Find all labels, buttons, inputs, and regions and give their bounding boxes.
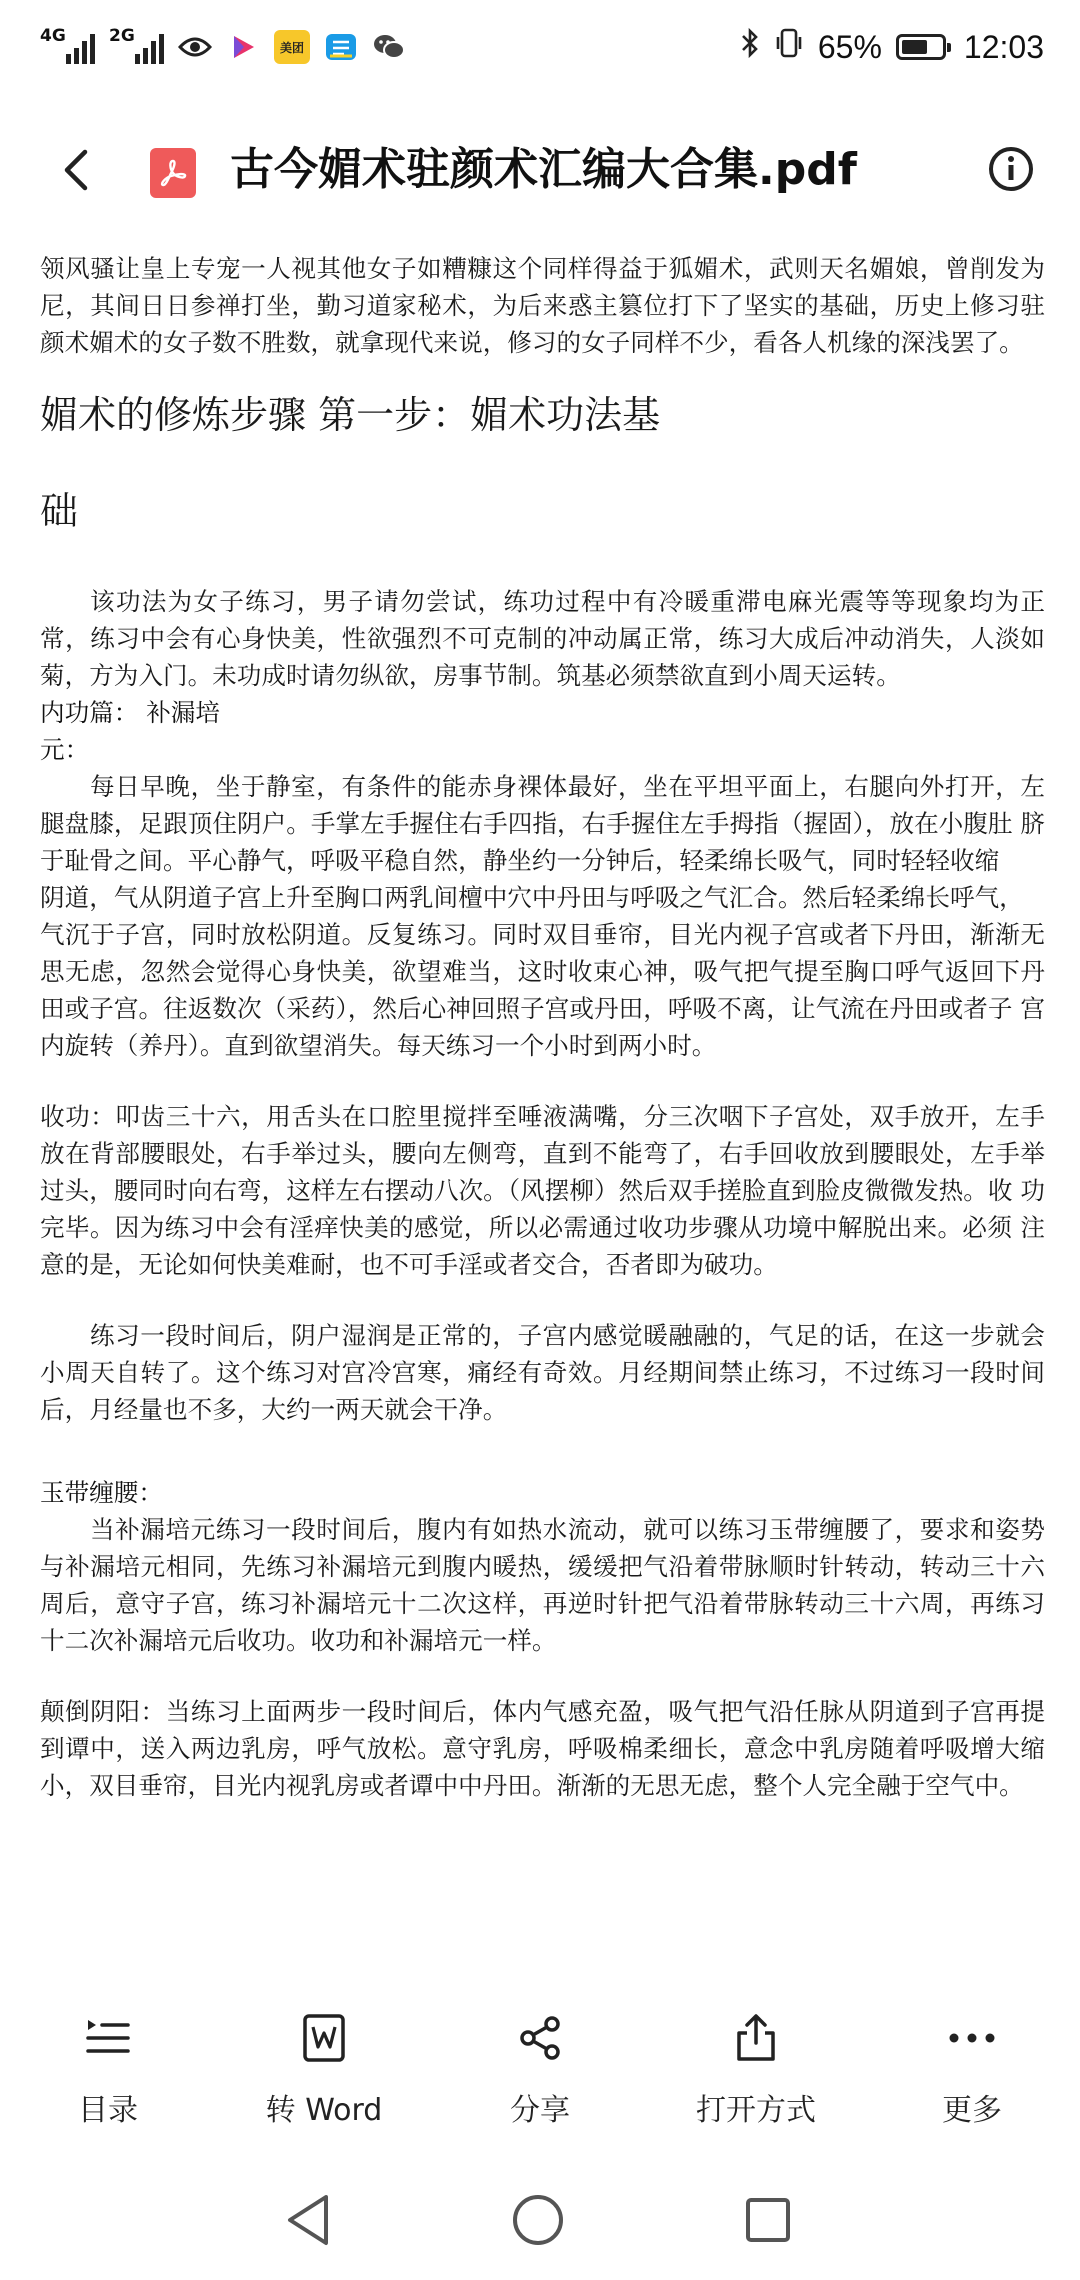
pdf-page-content[interactable] bbox=[40, 250, 1045, 1804]
word-icon bbox=[296, 2010, 352, 2066]
more-icon bbox=[944, 2010, 1000, 2066]
meituan-app-icon bbox=[274, 30, 310, 64]
paragraph-practice-b: 阴道，气从阴道子宫上升至胸口两乳间檀中穴中丹田与呼吸之气汇合。然后轻柔绵长呼气， bbox=[40, 883, 1024, 912]
bottom-toolbar bbox=[0, 1985, 1080, 2145]
pdf-file-icon bbox=[150, 148, 196, 198]
battery-icon bbox=[896, 34, 946, 60]
network-type-1: 4G bbox=[40, 26, 66, 46]
paragraph-practice-c: 气沉于子宫，同时放松阴道。反复练习。同时双目垂帘，目光内视子宫或者下丹田，渐渐无 思无虑，忽然会觉得心身快美，欲望难当，这时收束心神，吸气把气提至胸口呼气返回下丹 田或子宫。往返数次（采药），然后心神回照子宫或丹田，呼吸不离，让气流在丹田或者子 宫内旋转（养丹）。直到欲望消失。每天练习一个小时到两小时。 bbox=[40, 920, 1045, 1060]
paragraph-yudai: 当补漏培元练习一段时间后，腹内有如热水流动，就可以练习玉带缠腰了，要求和姿势 与补漏培元相同，先练习补漏培元到腹内暖热，缓缓把气沿着带脉顺时针转动，转动三十六 周后，意守子宫，练习补漏培元十二次这样，再逆时针把气沿着带脉转动三十六周，再练习 十二次补漏培元后收功。收功和补漏培元一样。 bbox=[40, 1515, 1045, 1655]
toolbar-more-label: 更多 bbox=[942, 2093, 1002, 2128]
recents-square-icon bbox=[743, 2195, 793, 2245]
toolbar-to-word-label: 转 Word bbox=[265, 2093, 383, 2128]
battery-percent: 65% bbox=[817, 28, 882, 65]
network-type-2: 2G bbox=[109, 26, 135, 46]
signal-4g-icon bbox=[40, 26, 95, 64]
back-triangle-icon bbox=[282, 2192, 334, 2248]
home-circle-icon bbox=[510, 2192, 566, 2248]
video-app-icon bbox=[226, 30, 260, 64]
paragraph-result: 练习一段时间后，阴户湿润是正常的，子宫内感觉暖融融的，气足的话，在这一步就会 小周天自转了。这个练习对宫冷宫寒，痛经有奇效。月经期间禁止练习，不过练习一段时间 后，月经量也不多，大约一两天就会干净。 bbox=[40, 1321, 1045, 1424]
section-heading-continued: 础 bbox=[40, 489, 79, 533]
label-neigong: 内功篇： 补漏培 bbox=[40, 698, 220, 727]
label-yudai: 玉带缠腰： bbox=[40, 1478, 163, 1507]
status-left bbox=[40, 22, 406, 72]
document-title: 古今媚术驻颜术汇编大合集.pdf bbox=[230, 144, 857, 195]
eye-icon bbox=[178, 30, 212, 64]
open-with-icon bbox=[728, 2010, 784, 2066]
info-button[interactable] bbox=[986, 144, 1036, 194]
toolbar-share-button[interactable] bbox=[432, 1985, 648, 2145]
paragraph-intro: 领风骚让皇上专宠一人视其他女子如糟糠这个同样得益于狐媚术，武则天名媚娘，曾削发为尼，其间日日参禅打坐，勤习道家秘术，为后来惑主篡位打下了坚实的基础，历史上修习驻 颜术媚术的女子数不胜数，就拿现代来说，修习的女子同样不少，看各人机缘的深浅罢了。 bbox=[40, 254, 1045, 357]
paragraph-diandao: 颠倒阴阳：当练习上面两步一段时间后，体内气感充盈，吸气把气沿任脉从阴道到子宫再提 到谭中，送入两边乳房，呼气放松。意守乳房，呼吸棉柔细长，意念中乳房随着呼吸增大缩 小，双目垂帘，目光内视乳房或者谭中中丹田。渐渐的无思无虑，整个人完全融于空气中。 bbox=[40, 1697, 1045, 1800]
meituan-label: 美团 bbox=[279, 40, 304, 55]
status-bar bbox=[0, 0, 1080, 92]
bluetooth-icon bbox=[740, 27, 760, 67]
toolbar-to-word-button[interactable] bbox=[216, 1985, 432, 2145]
signal-2g-icon bbox=[109, 26, 164, 64]
clock: 12:03 bbox=[963, 28, 1044, 65]
toolbar-contents-label: 目录 bbox=[78, 2093, 138, 2128]
label-yuan: 元： bbox=[40, 735, 90, 764]
info-icon bbox=[986, 144, 1036, 194]
payment-app-icon bbox=[324, 30, 358, 64]
section-heading: 媚术的修炼步骤 第一步：媚术功法基 bbox=[40, 393, 661, 437]
system-navigation-bar bbox=[0, 2150, 1080, 2280]
paragraph-method-intro: 该功法为女子练习，男子请勿尝试，练功过程中有冷暖重滞电麻光震等等现象均为正常，练习中会有心身快美，性欲强烈不可克制的冲动属正常，练习大成后冲动消失，人淡如菊，方为入门。未功成时请勿纵欲，房事节制。筑基必须禁欲直到小周天运转。 bbox=[40, 587, 1045, 690]
toolbar-open-with-label: 打开方式 bbox=[696, 2093, 816, 2128]
wechat-icon bbox=[372, 30, 406, 64]
share-icon bbox=[512, 2010, 568, 2066]
nav-back-button[interactable] bbox=[278, 2190, 338, 2250]
paragraph-practice: 每日早晚，坐于静室，有条件的能赤身裸体最好，坐在平坦平面上，右腿向外打开，左 腿盘膝，足跟顶住阴户。手掌左手握住右手四指，右手握住左手拇指（握固），放在小腹肚 脐于耻骨之间。平心静气，呼吸平稳自然，静坐约一分钟后，轻柔绵长吸气，同时轻轻收缩 bbox=[40, 772, 1045, 875]
toolbar-share-label: 分享 bbox=[510, 2093, 570, 2128]
status-right bbox=[740, 22, 1044, 72]
toolbar-contents-button[interactable] bbox=[0, 1985, 216, 2145]
paragraph-closing: 收功：叩齿三十六，用舌头在口腔里搅拌至唾液满嘴，分三次咽下子宫处，双手放开，左手 放在背部腰眼处，右手举过头，腰向左侧弯，直到不能弯了，右手回收放到腰眼处，左手举 过头，腰同时向右弯，这样左右摆动八次。（风摆柳）然后双手搓脸直到脸皮微微发热。收 功完毕。因为练习中会有淫痒快美的感觉，所以必需通过收功步骤从功境中解脱出来。必须 注意的是，无论如何快美难耐，也不可手淫或者交合，否者即为破功。 bbox=[40, 1102, 1045, 1279]
back-button[interactable] bbox=[48, 142, 104, 198]
nav-recents-button[interactable] bbox=[738, 2190, 798, 2250]
toolbar-open-with-button[interactable] bbox=[648, 1985, 864, 2145]
list-icon bbox=[80, 2010, 136, 2066]
nav-home-button[interactable] bbox=[508, 2190, 568, 2250]
document-header bbox=[0, 120, 1080, 220]
vibrate-icon bbox=[774, 27, 804, 67]
toolbar-more-button[interactable] bbox=[864, 1985, 1080, 2145]
back-arrow-icon bbox=[61, 148, 91, 192]
